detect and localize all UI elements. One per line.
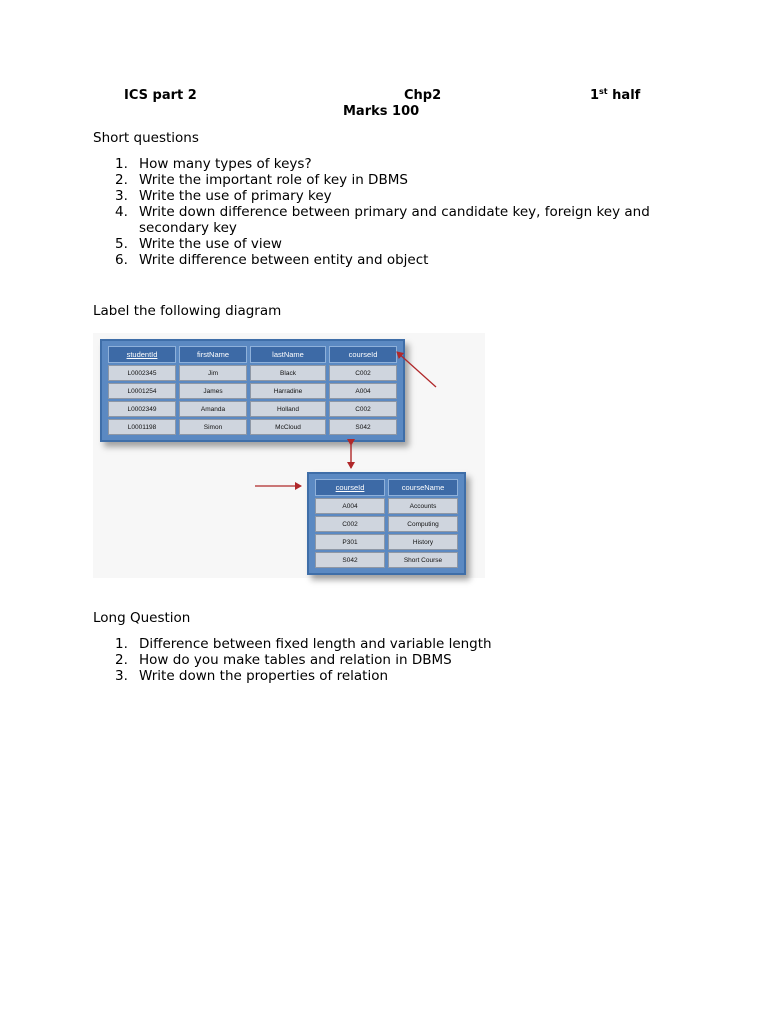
table-row: L0002349 Amanda Holland C002 [108, 401, 397, 417]
table-header-row [315, 479, 458, 496]
list-item: 4. Write down difference between primary and candidate key, foreign key and secondary key [115, 204, 650, 236]
short-questions-title: Short questions [93, 130, 199, 146]
list-item: 3. Write down the properties of relation [115, 668, 389, 684]
long-questions-list [93, 636, 673, 684]
half-label [590, 88, 640, 104]
table-row: A004 Accounts [315, 498, 458, 514]
student-table [100, 339, 405, 442]
table-row: L0001254 James Harradine A004 [108, 383, 397, 399]
list-item: 2. Write the important role of key in DBMS [115, 172, 408, 188]
table-header-row [108, 346, 397, 363]
list-item: 1. Difference between fixed length and variable length [115, 636, 492, 652]
column-header: courseName [388, 479, 458, 496]
column-header: firstName [179, 346, 247, 363]
column-header: courseId [315, 479, 385, 496]
table-row: P301 History [315, 534, 458, 550]
short-questions-list [93, 156, 673, 268]
list-item: 2. How do you make tables and relation in DBMS [115, 652, 452, 668]
marks-label: Marks 100 [343, 104, 420, 119]
half-suffix: st [599, 87, 608, 96]
table-row: L0001198 Simon McCloud S042 [108, 419, 397, 435]
long-questions-title: Long Question [93, 610, 191, 626]
column-header: lastName [250, 346, 326, 363]
er-diagram [93, 333, 485, 578]
diagram-title: Label the following diagram [93, 303, 282, 319]
half-number: 1 [590, 88, 600, 103]
column-header: courseId [329, 346, 397, 363]
table-row: C002 Computing [315, 516, 458, 532]
chapter-title: Chp2 [404, 88, 442, 103]
list-item: 6. Write difference between entity and object [115, 252, 429, 268]
table-row: L0002345 Jim Black C002 [108, 365, 397, 381]
half-word: half [612, 88, 641, 103]
list-item: 3. Write the use of primary key [115, 188, 332, 204]
course-table [307, 472, 466, 575]
course-title: ICS part 2 [124, 88, 197, 103]
list-item: 1. How many types of keys? [115, 156, 312, 172]
table-row: S042 Short Course [315, 552, 458, 568]
column-header: studentId [108, 346, 176, 363]
list-item: 5. Write the use of view [115, 236, 282, 252]
